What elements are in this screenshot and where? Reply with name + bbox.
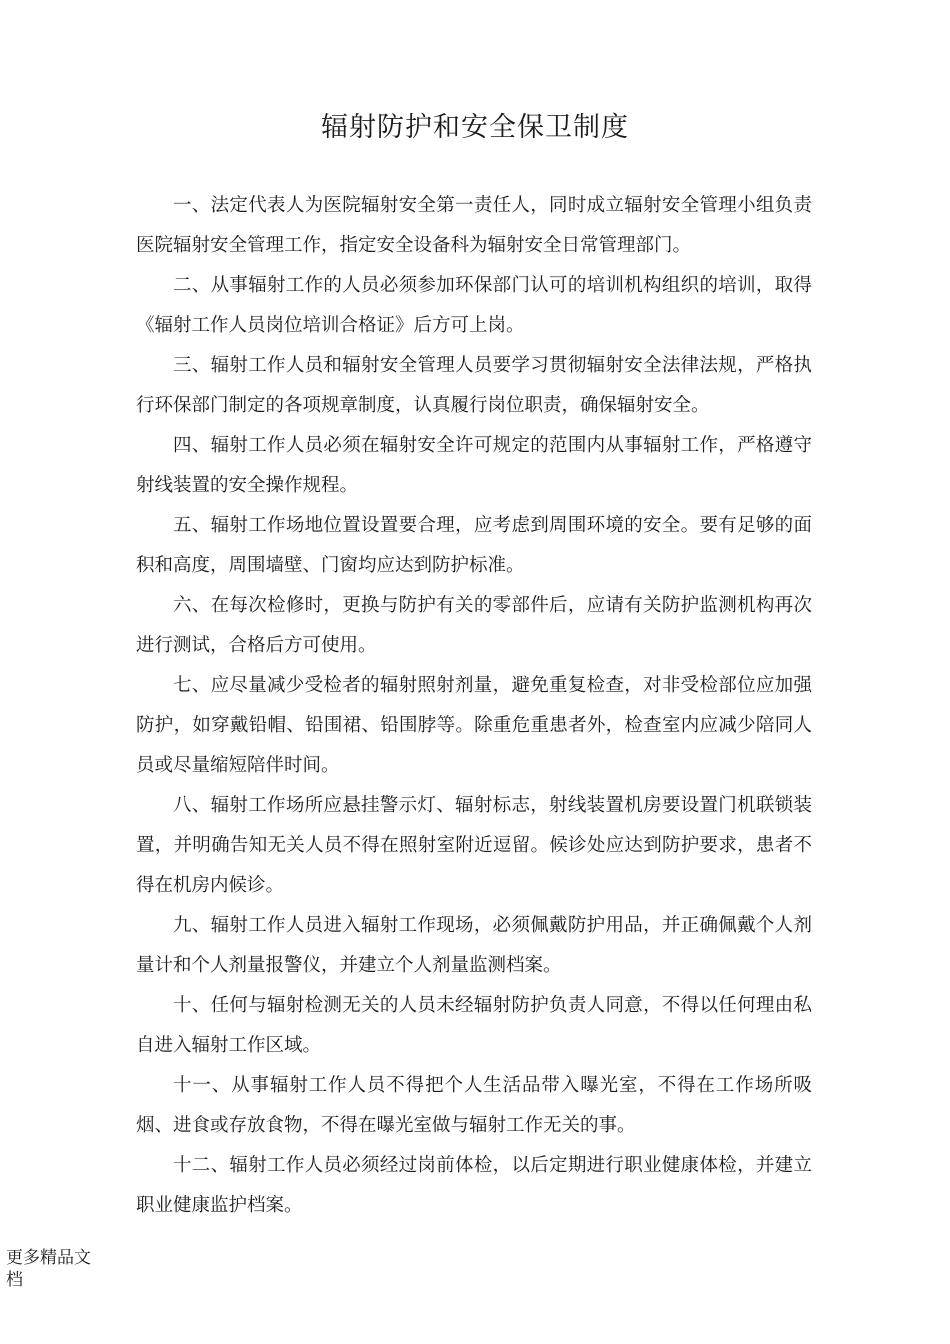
- clause-10: 十、任何与辐射检测无关的人员未经辐射防护负责人同意，不得以任何理由私自进入辐射工作区域。: [136, 995, 812, 1056]
- document-title: 辐射防护和安全保卫制度: [321, 112, 629, 143]
- clause-2: 二、从事辐射工作的人员必须参加环保部门认可的培训机构组织的培训，取得《辐射工作人员岗位培训合格证》后方可上岗。: [136, 275, 812, 336]
- clause-11: 十一、从事辐射工作人员不得把个人生活品带入曝光室，不得在工作场所吸烟、进食或存放食物，不得在曝光室做与辐射工作无关的事。: [136, 1075, 812, 1136]
- clause-6: 六、在每次检修时，更换与防护有关的零部件后，应请有关防护监测机构再次进行测试，合格后方可使用。: [136, 595, 812, 656]
- clause-7: 七、应尽量减少受检者的辐射照射剂量，避免重复检查，对非受检部位应加强防护，如穿戴铅帽、铅围裙、铅围脖等。除重危重患者外，检查室内应减少陪同人员或尽量缩短陪伴时间。: [136, 675, 812, 776]
- clause-5: 五、辐射工作场地位置设置要合理，应考虑到周围环境的安全。要有足够的面积和高度，周围墙壁、门窗均应达到防护标准。: [136, 515, 812, 576]
- clause-4: 四、辐射工作人员必须在辐射安全许可规定的范围内从事辐射工作，严格遵守射线装置的安全操作规程。: [136, 435, 812, 496]
- clause-3: 三、辐射工作人员和辐射安全管理人员要学习贯彻辐射安全法律法规，严格执行环保部门制定的各项规章制度，认真履行岗位职责，确保辐射安全。: [136, 355, 812, 416]
- clause-9: 九、辐射工作人员进入辐射工作现场，必须佩戴防护用品，并正确佩戴个人剂量计和个人剂量报警仪，并建立个人剂量监测档案。: [136, 915, 812, 976]
- footer-note: 更多精品文档: [6, 1248, 91, 1290]
- document-body: [136, 186, 812, 1226]
- clause-12: 十二、辐射工作人员必须经过岗前体检，以后定期进行职业健康体检，并建立职业健康监护档案。: [136, 1155, 812, 1216]
- clause-1: 一、法定代表人为医院辐射安全第一责任人，同时成立辐射安全管理小组负责医院辐射安全管理工作，指定安全设备科为辐射安全日常管理部门。: [136, 195, 812, 256]
- clause-8: 八、辐射工作场所应悬挂警示灯、辐射标志，射线装置机房要设置门机联锁装置，并明确告知无关人员不得在照射室附近逗留。候诊处应达到防护要求，患者不得在机房内候诊。: [136, 795, 812, 896]
